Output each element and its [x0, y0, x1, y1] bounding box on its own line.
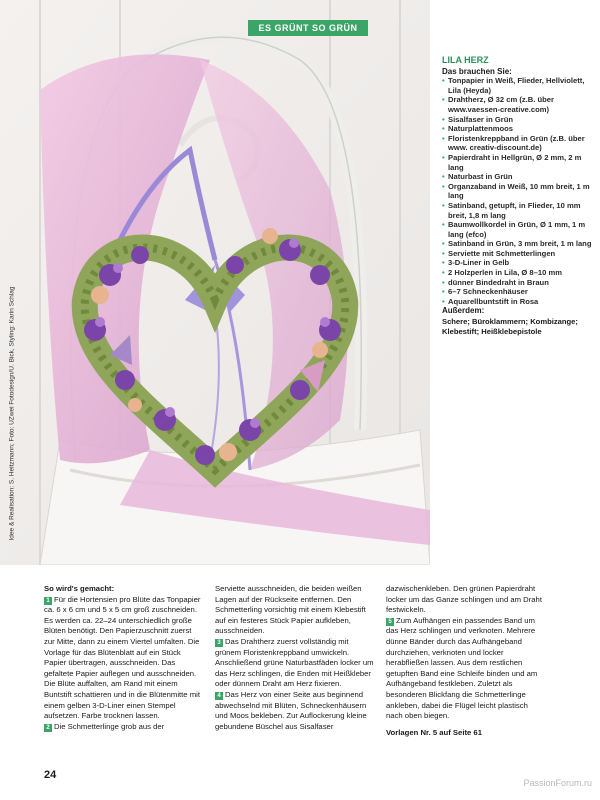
- list-item: • 2 Holzperlen in Lila, Ø 8–10 mm: [442, 268, 594, 278]
- list-item: • Drahtherz, Ø 32 cm (z.B. über www.vaessen-creative.com): [442, 95, 594, 114]
- project-title: LILA HERZ: [442, 55, 489, 65]
- step-text: Das Drahtherz zuerst vollständig mit grünem Floristenkreppband umwickeln. Anschließend grüne Naturbastfäden locker um das Herz schlingen, die Enden mit Heißkleber oder dünnem Draht am Herz fixieren.: [215, 636, 374, 689]
- step-4-cont: dazwischenkleben. Den grünen Papierdraht locker um das Ganze schlingen und am Draht festwickeln.: [386, 584, 542, 615]
- watermark: PassionForum.ru: [523, 778, 592, 788]
- instructions-column-1: [44, 584, 204, 732]
- step-2-cont: Serviette ausschneiden, die beiden weißen Lagen auf der Rückseite entfernen. Den Schmetterling vorsichtig mit einem Klebestift auf ein festeres Stück Papier aufkleben, ausschneiden.: [215, 584, 366, 636]
- step-number: 3: [215, 639, 223, 647]
- list-item: • Tonpapier in Weiß, Flieder, Hellviolett, Lila (Heyda): [442, 76, 594, 95]
- instructions-column-2: [215, 584, 375, 732]
- step-1: [44, 595, 204, 722]
- list-item: • Serviette mit Schmetterlingen: [442, 249, 594, 259]
- list-item: • Sisalfaser in Grün: [442, 115, 594, 125]
- list-item: • Floristenkreppband in Grün (z.B. über www. creativ-discount.de): [442, 134, 594, 153]
- step-text: Die Schmetterlinge grob aus der: [54, 721, 165, 731]
- extras-text: Schere; Büroklammern; Kombizange; Klebestift; Heißklebepistole: [442, 317, 578, 336]
- extras-heading: Außerdem:: [442, 306, 485, 316]
- instructions-column-3: [386, 584, 546, 738]
- step-number: 1: [44, 597, 52, 605]
- list-item: • Satinband in Grün, 3 mm breit, 1 m lang: [442, 239, 594, 249]
- list-item: • Aquarellbuntstift in Rosa: [442, 297, 594, 307]
- list-item: • Satinband, getupft, in Flieder, 10 mm breit, 1,8 m lang: [442, 201, 594, 220]
- step-text: Für die Hortensien pro Blüte das Tonpapier ca. 6 x 6 cm und 5 x 5 cm groß zuschneiden. Es werden ca. 22–24 unterschiedlich große Blüten benötigt. Den Papierzuschnitt zuerst zur Mitte, dann zu einem Viertel umfalten. Die Vorlage für das Blütenblatt auf ein Stück Papier übertragen, ausschneiden. Das gefaltete Papier auflegen und ausschneiden. Die Blüte auffalten, am Rand mit einem Buntstift schattieren und in die Blütenmitte mit einem gelben 3-D-Liner einen Stempel aufsetzen. Farbe trocknen lassen.: [44, 594, 201, 721]
- step-text: Das Herz von einer Seite aus beginnend abwechselnd mit Blüten, Schneckenhäusern und Moos bekleben. Zur Auflockerung kleine gebundene Büschel aus Sisalfaser: [215, 689, 367, 731]
- page-number: 24: [44, 769, 57, 781]
- step-5: [386, 616, 546, 722]
- section-badge: ES GRÜNT SO GRÜN: [248, 20, 368, 36]
- step-number: 5: [386, 618, 394, 626]
- list-item: • Papierdraht in Hellgrün, Ø 2 mm, 2 m lang: [442, 153, 594, 172]
- template-reference: Vorlagen Nr. 5 auf Seite 61: [386, 727, 482, 737]
- needs-heading: Das brauchen Sie:: [442, 66, 512, 76]
- materials-list: [442, 76, 594, 306]
- step-3: [215, 637, 375, 690]
- instructions-heading: So wird's gemacht:: [44, 584, 115, 593]
- list-item: • Naturbast in Grün: [442, 172, 594, 182]
- step-2-start: [44, 722, 204, 733]
- list-item: • Organzaband in Weiß, 10 mm breit, 1 m lang: [442, 182, 594, 201]
- materials-sidebar: [442, 56, 594, 336]
- photo-credit: Idee & Realisation: S. Heitzmann; Foto: UZwei Fotodesign/U. Bick, Styling: Karin Schlag: [8, 286, 16, 541]
- list-item: • Naturplattenmoos: [442, 124, 594, 134]
- step-number: 4: [215, 692, 223, 700]
- step-number: 2: [44, 724, 52, 732]
- list-item: • 3-D-Liner in Gelb: [442, 258, 594, 268]
- list-item: • 6–7 Schneckenhäuser: [442, 287, 594, 297]
- list-item: • Baumwollkordel in Grün, Ø 1 mm, 1 m lang (efco): [442, 220, 594, 239]
- list-item: • dünner Bindedraht in Braun: [442, 278, 594, 288]
- step-text: Zum Aufhängen ein passendes Band um das Herz schlingen und verknoten. Mehrere dünne Bänder durch das Aufhängeband durchziehen, verknoten und locker herabfließen lassen. Aus dem restlichen getupften Band eine Schleife binden und am Aufhängeband festkleben. Zuletzt als besonderen Blickfang die Schmetterlinge ankleben, dabei die Flügel leicht plastisch nach oben biegen.: [386, 615, 538, 721]
- step-4-start: [215, 690, 375, 732]
